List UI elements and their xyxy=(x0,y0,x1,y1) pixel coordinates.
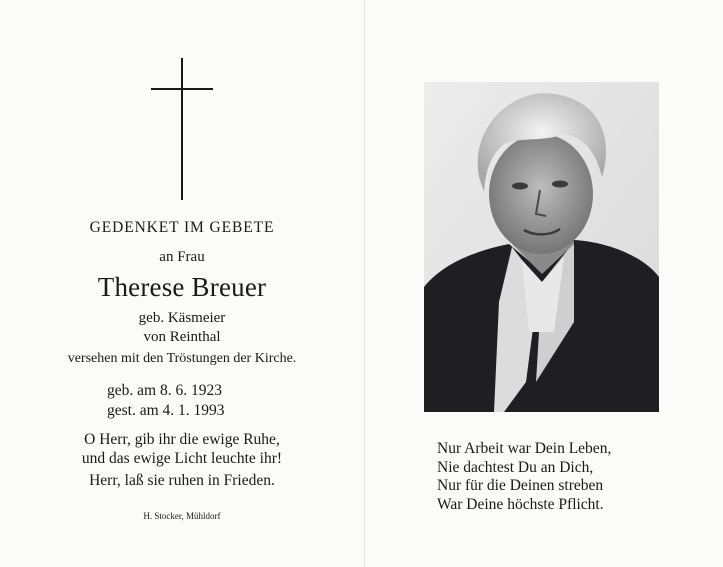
sacraments-note: versehen mit den Tröstungen der Kirche. xyxy=(67,351,297,366)
deceased-name: Therese Breuer xyxy=(97,272,267,302)
heading: GEDENKET IM GEBETE xyxy=(89,219,275,236)
verse-line: War Deine höchste Pflicht. xyxy=(437,495,604,513)
maiden-name: geb. Käsmeier xyxy=(138,310,226,326)
verse-line: Nie dachtest Du an Dich, xyxy=(437,458,594,476)
verse-line: Nur Arbeit war Dein Leben, xyxy=(437,440,612,457)
cross-icon xyxy=(151,58,213,200)
verse-line: Nur für die Deinen streben xyxy=(437,477,604,494)
life-dates xyxy=(107,381,225,421)
prayer-line: Herr, laß sie ruhen in Frieden. xyxy=(89,472,275,489)
portrait-photo xyxy=(424,82,659,412)
prayer-line: und das ewige Licht leuchte ihr! xyxy=(81,450,283,467)
printer-credit: H. Stocker, Mühldorf xyxy=(143,511,221,521)
prayer-line: O Herr, gib ihr die ewige Ruhe, xyxy=(84,431,280,448)
card-fold xyxy=(364,0,365,567)
origin: von Reinthal xyxy=(143,329,221,345)
salutation: an Frau xyxy=(159,249,205,265)
memorial-verse xyxy=(437,440,611,514)
birth-date: geb. am 8. 6. 1923 xyxy=(107,382,222,399)
death-date: gest. am 4. 1. 1993 xyxy=(107,402,225,419)
